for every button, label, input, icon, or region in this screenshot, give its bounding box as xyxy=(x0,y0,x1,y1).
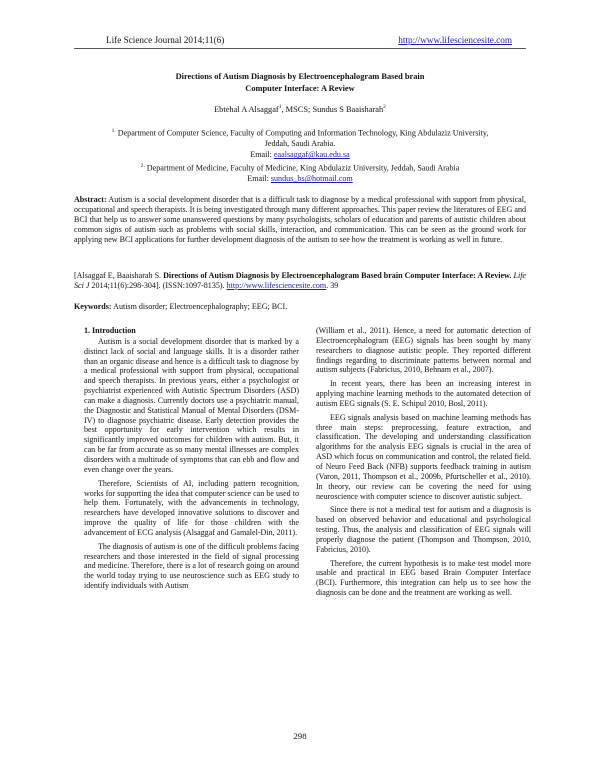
body-paragraph: Since there is not a medical test for autism and a diagnosis is based on observed behavior and educational and psychological testing. Thus, the analysis and classification of EEG signals will properly diagnose the patient (Thompson and Thompson, 2010, Fabricius, 2010). xyxy=(316,505,531,554)
affiliation-2 xyxy=(100,161,500,185)
header-rule xyxy=(74,48,526,49)
left-column xyxy=(84,326,299,595)
author-list xyxy=(90,101,510,116)
affiliation-1-text: Department of Computer Science, Faculty of Computing and Information Technology, King Abdulaziz University, Jeddah, Saudi Arabia. xyxy=(115,128,489,149)
title-line-1: Directions of Autism Diagnosis by Electroencephalogram Based brain xyxy=(175,72,425,81)
citation-details: 2014;11(6):298-304]. (ISSN:1097-8135). xyxy=(89,280,227,290)
body-paragraph-continued: (William et al., 2011). Hence, a need for automatic detection of Electroencephalogram (EEG) signals has been sought by many researchers to diagnose autistic people. They reported different findings regarding to discriminate patterns between normal and autism subjects (Fabricius, 2010, Behnam et al., 2007). xyxy=(316,326,531,375)
introduction-heading: 1. Introduction xyxy=(84,326,136,335)
author-1: Ebtehal A Alsaggaf xyxy=(214,104,279,114)
body-paragraph: Therefore, Scientists of AI, including pattern recognition, works for supporting the idea that computer science can be used to help them. Fortunately, with the advancements in technology, researchers have developed innovative solutions to discover and improve the quality of life for those children with the advancement of ECG analysis (Alsaggaf and Gamalel-Din, 2011). xyxy=(84,478,299,537)
title-line-2: Computer Interface: A Review xyxy=(245,84,355,93)
body-paragraph: EEG signals analysis based on machine learning methods has three main steps: preprocessing, feature extraction, and classification. The developing and understanding classification algorithms for the analysis EEG signals is crucial in the area of ASD which focus on communication and control, the related field. of Neuro Feed Back (NFB) supports feedback training in autism (Varon, 2011, Thompson et al., 2009b, Pfurtscheller et al., 2010). In theory, our review can be covering the need for using neuroscience with computer science to discover autistic subject. xyxy=(316,412,531,501)
author-2-affil-mark: 2 xyxy=(383,104,386,110)
abstract-text: Autism is a social development disorder that is a difficult task to diagnose by a medical professional with support from physical, occupational and speech therapists. It is being investigated through many different approaches. This paper review the literatures of EEG and BCI that help us to answer some unanswered questions by many psychologists, scholars of education and parents of autistic children about common signs of autism such as problems with social skills, interaction, and communication. This can be seen as the ground work for applying new BCI applications for further development diagnosis of the autism to see how the treatment is working as well in future. xyxy=(74,195,526,244)
author-2: , MSCS; Sundus S Baaisharah xyxy=(281,104,384,114)
affiliation-1-email-link[interactable]: eaalsaggaf@kau.edu.sa xyxy=(273,150,350,160)
journal-url-link[interactable]: http://www.lifesciencesite.com xyxy=(398,35,512,45)
citation-authors: [Alsaggaf E, Baaisharah S. xyxy=(74,271,164,280)
keywords-label: Keywords: xyxy=(74,302,112,311)
affiliation-2-email-link[interactable]: sundus_bs@hotmail.com xyxy=(270,174,353,184)
citation-title: Directions of Autism Diagnosis by Electroencephalogram Based brain Computer Interface: A Review. xyxy=(163,271,512,280)
journal-name: Life Science Journal 2014;11(6) xyxy=(106,35,225,45)
affiliation-2-email-label: Email: xyxy=(247,174,271,184)
citation-journal: Life Sci J xyxy=(74,271,526,290)
keywords-text: Autism disorder; Electroencephalography; EEG; BCI. xyxy=(111,302,288,311)
keywords xyxy=(74,302,526,312)
running-header xyxy=(74,34,526,46)
body-paragraph: Therefore, the current hypothesis is to make test model more usable and practical in EEG based Brain Computer Interface (BCI). Furthermore, this integration can help us to see how the diagnosis can be done and the treatment are working as well. xyxy=(316,558,531,598)
right-column xyxy=(316,326,531,602)
citation xyxy=(74,271,526,291)
body-paragraph: The diagnosis of autism is one of the difficult problems facing researchers and those interested in the field of signal processing and medicine. Therefore, there is a lot of research going on around the world today trying to use neuroscience such as EEG study to identify individuals with Autism xyxy=(84,541,299,591)
body-paragraph: Autism is a social development disorder that is marked by a distinct lack of social and language skills. It is a disorder rather than an organic disease and hence is a difficult task to diagnose by a medical professional with support from physical, occupational and speech therapists. In previous years, either a psychologist or psychiatrist experienced with Autistic Spectrum Disorders (ASD) can make a diagnosis. Currently doctors use a psychiatric manual, the Diagnostic and Statistical Manual of Mental Disorders (DSM-IV) to diagnose psychiatric disease. Early detection provides the best opportunity for early intervention which results in significantly improved outcomes for children with autism. But, it can be far from accurate as so many mental illnesses are complex disorders with a multitude of symptoms that can ebb and flow and even change over the years. xyxy=(84,336,299,474)
page-number: 298 xyxy=(293,731,307,741)
affiliation-2-mark: 2. xyxy=(140,163,145,169)
abstract-label: Abstract: xyxy=(74,195,107,204)
body-paragraph: In recent years, there has been an increasing interest in applying machine learning methods to the automated detection of autism EEG signals (S. E. Schipul 2010, Bosl, 2011). xyxy=(316,379,531,408)
affiliation-1-mark: 1. xyxy=(111,128,116,134)
author-1-affil-mark: 1 xyxy=(278,104,282,110)
abstract xyxy=(74,195,526,245)
affiliation-1 xyxy=(100,126,500,161)
paper-title xyxy=(90,71,510,95)
affiliation-1-email-label: Email: xyxy=(250,150,274,160)
citation-number: . 39 xyxy=(326,280,339,290)
affiliation-2-text: Department of Medicine, Faculty of Medicine, King Abdulaziz University, Jeddah, Saudi Arabia xyxy=(144,163,460,173)
citation-url-link[interactable]: http://www.lifesciencesite.com xyxy=(226,280,327,290)
